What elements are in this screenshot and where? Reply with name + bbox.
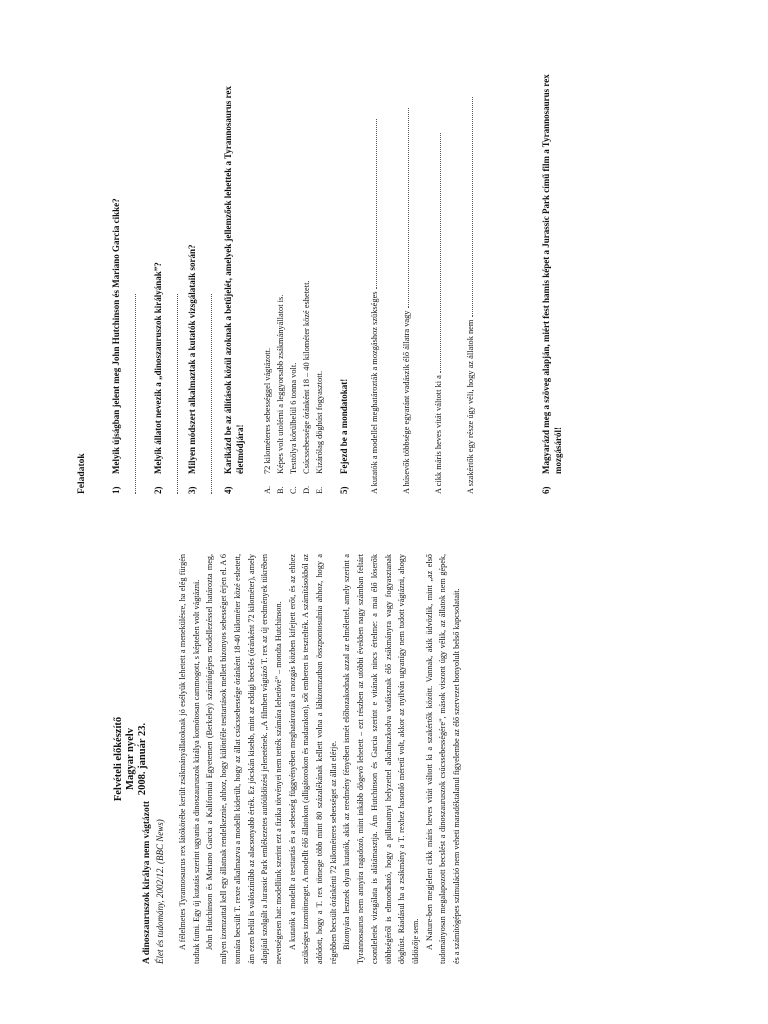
option-text: Képes volt utolérni a leggyorsabb zsákmányállatot is. [276,294,285,474]
sentence-completion-4 [464,97,475,494]
option-text: Csúcssebessége óránként 18 – 40 kilométer közé eshetett. [302,280,311,474]
question-text: Karikázd be az állítások közül azoknak a betűjelét, amelyek jellemzőek lehettek a Tyrannosaurus rex életmódjára! [223,86,245,474]
article-paragraph: A Nature-ben megjelent cikk máris heves vitát váltott ki a szakértők között. Vannak, akik üdvözlik, mint „az első tudományosan megalapozott becslést a dinoszauruszok csúcssebességére”, mások viszont úgy vélik, az állatok nem gépek, és a számítógépes szimuláció nem veheti maradéktalanul figyelembe az élő szervezet bonyolult belső kapcsolatait. [424,554,462,964]
option-letter: A. [263,485,272,494]
answer-line[interactable] [176,294,178,494]
article-title: A dinoszauruszok királya nem vágtázott [142,800,152,964]
sentence-text: A cikk máris heves vitát váltott ki a [434,375,443,494]
option-text: Testtölya körülbelül 6 tonna volt. [289,362,298,474]
article-paragraph: John Hutchinson és Mariano Garcia a Kaliforniai Egyetemen (Berkeley) számítógépes modellezéssel határozta meg, milyen izomzattal kell egy állatnak rendelkeznie, ahhoz, hogy különféle testtartások mellett bizonyos sebességet érjen el. A 6 tonnára becsült T. rexre alkalmazva a modellt kiderült, hogy az állat csúcssebessége óránként 18-40 kilométer közé eshetett, ám ezen belül is valószínűbb az alacsonyabb érték. Ez jócskán kisebb, mint az eddigi becslés (óránként 72 kilométer), amely alapjául szolgált a Jurassic Park emlékezetes autóüldözési jelenetének. „A filmben vágtázó T. rex az új eredmények tükrében nevetségesen hat: modellünk szerint ezt a fizika törvényei nem tették számára lehetővé” – mondta Hutchinson. [205,554,283,964]
question-number: 5) [339,486,349,494]
question-text: Melyik állatot nevezik a „dinoszauruszok királyának”? [153,262,163,474]
article-paragraph: A félelmetes Tyrannosaurus rex látókörébe került zsákmányállatoknak jó esélyük lehetett a menekülésre, ha elég fürgén tudtak futni. Egy új kutatás szerint ugyanis a dinoszauruszok királya komótosan cammogott, s képtelen volt vágtázni. [178,554,201,964]
question-text: Magyarázd meg a szöveg alapján, miért fest hamis képet a Jurassic Park című film a Tyrannosaurus rex mozgásáról! [541,74,563,474]
sentence-completion-1 [368,119,379,494]
question-number: 4) [223,486,233,494]
question-number: 2) [153,486,163,494]
option-letter: E. [315,486,324,494]
question-1 [110,64,122,494]
tasks-column [0,54,768,494]
option-c[interactable] [289,363,298,494]
option-letter: C. [289,486,298,494]
option-text: Kizárólag döghúst fogyasztott. [315,370,324,474]
option-e[interactable] [315,371,324,494]
question-number: 6) [541,486,551,494]
sentence-completion-3 [432,133,443,494]
question-number: 3) [187,486,197,494]
option-text: 72 kilométeres sebességgel vágtázott. [263,347,272,474]
answer-line[interactable] [464,97,473,317]
answer-line[interactable] [134,294,136,494]
answer-line[interactable] [432,133,441,373]
header-line-1: Felvételi előkészítő [113,716,124,802]
article-paragraph: A kutatók a modellt a testtartás és a sebesség függvényében meghatározták a mozgás közben kifejtett erőt, és az ehhez szükséges izomtömeget. A modellt élő állatokon (alligátorokon és madarakon), sőt emberen is tesztelték. A számításokból az adódott, hogy a T. rex tömege több mint 80 százalékának kellett volna a lábizomzatban összpontosulnia ahhoz, hogy a régebben becsült óránkénti 72 kilométeres sebességet az állat elérje. [287,554,338,964]
article-column [0,554,768,964]
question-5 [338,64,350,494]
question-6 [540,64,564,494]
question-text: Milyen módszert alkalmaztak a kutatók vizsgálataik során? [187,244,197,474]
question-2 [152,64,164,494]
sentence-completion-2 [400,108,411,494]
question-4 [222,64,246,494]
article-paragraph: Bizonyára lesznek olyan kutatók, akik az eredmény fényében ismét előhozakodnak azzal az elmélettel, amely szerint a Tyrannosaurus nem annyira ragadozó, mint inkább dögevő lehetett – ezt részben az utóbbi években nagy számban feltárt csontleletek vizsgálata is alátámasztja. Ám Hutchinson és Garcia szerint e vitának nincs értelme: a mai élő lóserők többségéről is elmondható, hogy a pillanatnyi helyzettel alkalmazkodva vadásznak élő zsákmányra vagy fogyasztanak döghúst. Ráadásul ha a zsákmány a T. rexhez hasonló méretű volt, akkor az nyilván ugyanígy nem tudott vágtázni, ahogy üldözője sem. [342,554,420,964]
question-text: Fejezd be a mondatokat! [339,378,349,474]
sentence-text: A szakértők egy része úgy véli, hogy az állatok nem [466,319,475,494]
header-line-3: 2008. január 23. [137,722,148,796]
question-3 [186,64,198,494]
answer-line[interactable] [400,108,409,308]
article-body [176,554,464,964]
tasks-heading: Feladatok [77,453,87,494]
option-d[interactable] [302,280,311,494]
answer-line[interactable] [210,294,212,494]
sentence-text: A húsevők többsége egyaránt vadászik élő állatra vagy [402,310,411,494]
option-a[interactable] [263,348,272,494]
option-b[interactable] [276,295,285,494]
sentence-text: A kutatók a modellel meghatározták a mozgáshoz szükséges [370,291,379,494]
question-text: Melyik újságban jelent meg John Hutchinson és Mariano Garcia cikke? [111,198,121,474]
option-letter: B. [276,486,285,494]
question-number: 1) [111,486,121,494]
answer-line[interactable] [368,119,377,289]
article-source: Élet és tudomány, 2002/12. (BBC News) [155,819,165,964]
header-line-2: Magyar nyelv [125,728,136,790]
option-letter: D. [302,485,311,494]
